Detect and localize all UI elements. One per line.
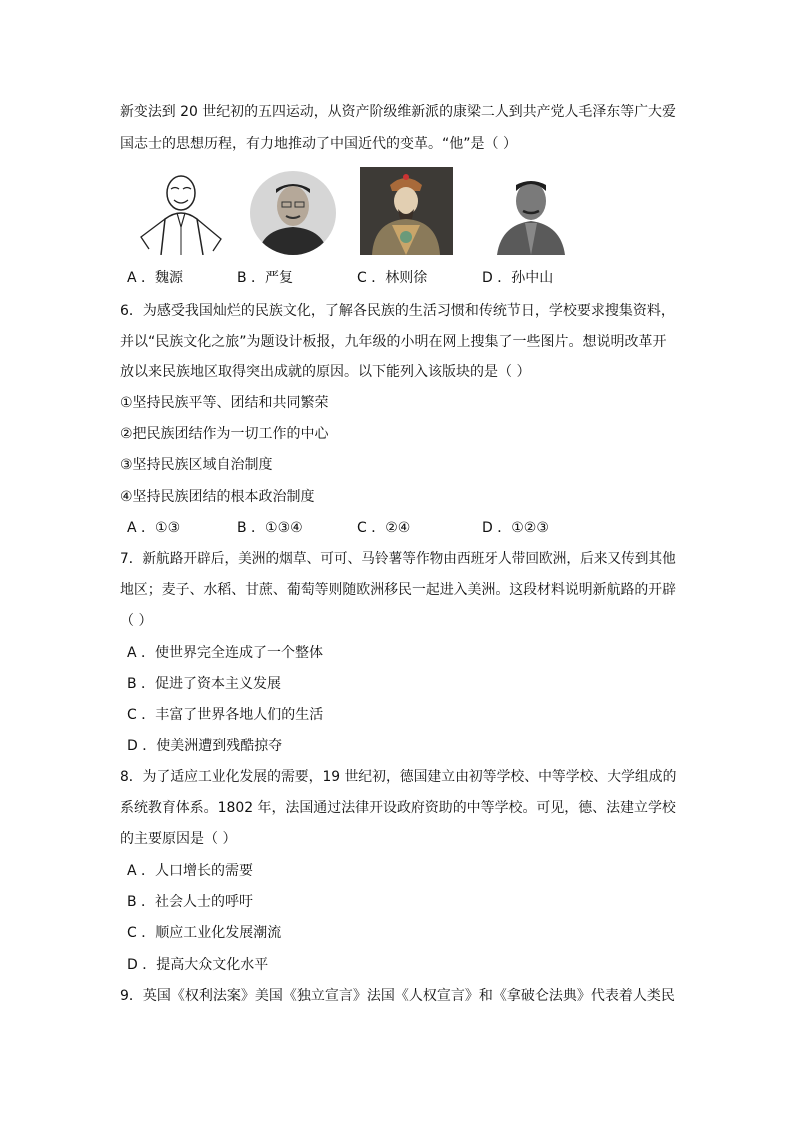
q8-text-line-1: 8．为了适应工业化发展的需要，19 世纪初，德国建立由初等学校、中等学校、大学组成的 [120,769,677,785]
q7-option-b[interactable]: B ．促进了资本主义发展 [127,676,282,692]
q6-item-4: ④坚持民族团结的根本政治制度 [120,489,315,505]
portrait-photo-b [250,171,336,255]
q6-option-c[interactable]: C ．②④ [357,520,411,536]
q6-text-line-3: 放以来民族地区取得突出成就的原因。以下能列入该版块的是（ ） [120,364,531,380]
q7-option-c[interactable]: C ．丰富了世界各地人们的生活 [127,707,324,723]
q6-text-line-1: 6．为感受我国灿烂的民族文化，了解各民族的生活习惯和传统节日，学校要求搜集资料， [120,303,675,319]
portrait-sketch-a [121,167,246,255]
q8-option-a[interactable]: A ．人口增长的需要 [127,863,254,879]
q6-option-a[interactable]: A ．①③ [127,520,181,536]
q8-option-d[interactable]: D ．提高大众文化水平 [127,957,269,973]
q6-item-2: ②把民族团结作为一切工作的中心 [120,426,329,442]
q7-text-line-2: 地区；麦子、水稻、甘蔗、葡萄等则随欧洲移民一起进入美洲。这段材料说明新航路的开辟 [120,582,677,598]
q8-text-line-2: 系统教育体系。1802 年，法国通过法律开设政府资助的中等学校。可见，德、法建立学校 [120,800,676,816]
q7-option-a[interactable]: A ．使世界完全连成了一个整体 [127,645,324,661]
q5-text-line-1: 新变法到 20 世纪初的五四运动，从资产阶级维新派的康梁二人到共产党人毛泽东等广大爱 [120,104,676,120]
q8-text-line-3: 的主要原因是（ ） [120,831,237,847]
q7-text-line-1: 7．新航路开辟后，美洲的烟草、可可、马铃薯等作物由西班牙人带回欧洲，后来又传到其他 [120,551,676,567]
q6-text-line-2: 并以“民族文化之旅”为题设计板报，九年级的小明在网上搜集了一些图片。想说明改革开 [120,334,667,350]
q6-item-1: ①坚持民族平等、团结和共同繁荣 [120,395,329,411]
q6-option-b[interactable]: B ．①③④ [237,520,303,536]
q6-item-3: ③坚持民族区域自治制度 [120,457,273,473]
q5-text-line-2: 国志士的思想历程，有力地推动了中国近代的变革。“他”是（ ） [120,136,517,152]
portrait-photo-d [487,167,574,255]
q7-text-line-3: （ ） [120,613,153,629]
q6-option-d[interactable]: D ．①②③ [482,520,549,536]
q7-option-d[interactable]: D ．使美洲遭到残酷掠夺 [127,738,283,754]
q5-option-a[interactable]: A ．魏源 [127,270,184,286]
portrait-painting-c [360,167,453,255]
q5-option-c[interactable]: C ．林则徐 [357,270,428,286]
q5-option-b[interactable]: B ．严复 [237,270,294,286]
q8-option-b[interactable]: B ．社会人士的呼吁 [127,894,254,910]
q8-option-c[interactable]: C ．顺应工业化发展潮流 [127,925,282,941]
q5-option-d[interactable]: D ．孙中山 [482,270,554,286]
q9-text-line-1: 9．英国《权利法案》美国《独立宣言》法国《人权宣言》和《拿破仑法典》代表着人类民 [120,988,675,1004]
